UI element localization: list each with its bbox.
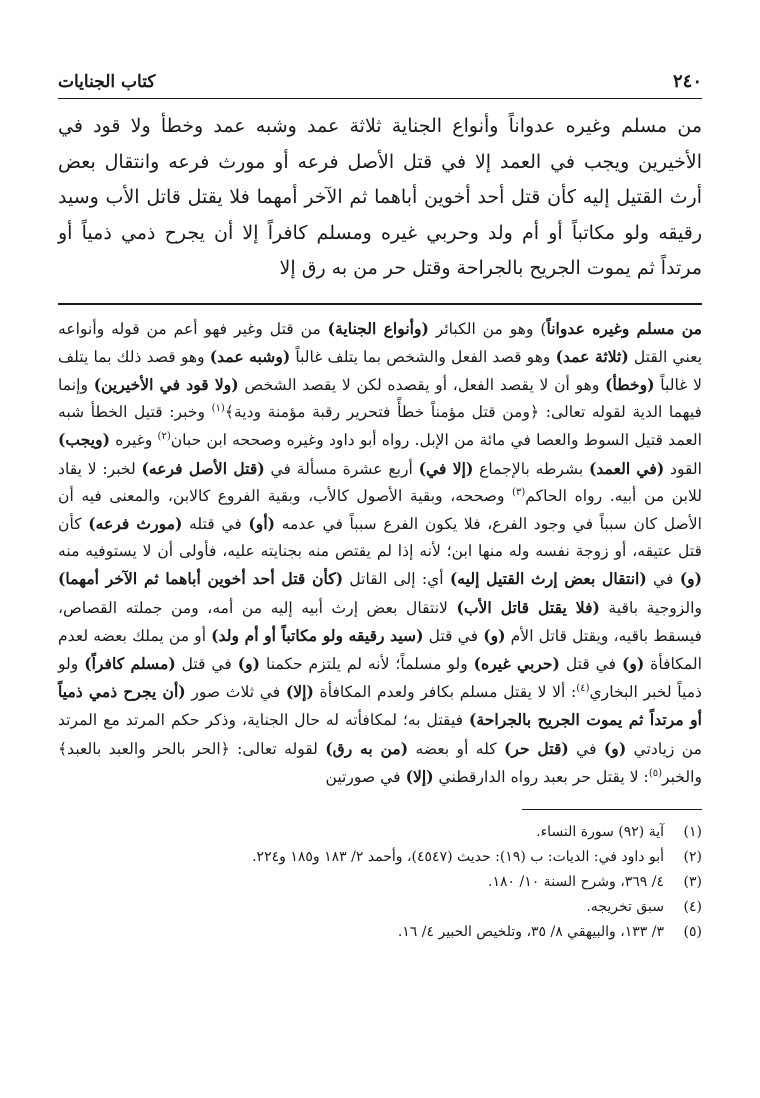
matn-quote: (فلا يقتل قاتل الأب)	[456, 597, 600, 617]
commentary-text: وهو قصد الفعل والشخص بما يتلف غالباً	[290, 347, 556, 366]
matn-quote: (إلا)	[405, 766, 434, 786]
matn-quote: (ولا قود في الأخيرين)	[93, 374, 239, 394]
commentary-text: فيقتل به؛ لمكافأته له حال الجناية، وذكر حكم المرتد مع المرتد من زيادتي	[58, 711, 702, 758]
commentary-text: لخبر: لا يقاد للابن من أبيه. رواه الحاكم	[58, 459, 703, 505]
commentary-text: وخبر: قتيل الخطأ شبه العمد قتيل السوط والعصا في مائة من الإبل. رواه أبو داود وغيره وصححه ابن حبان	[58, 403, 702, 450]
footnote	[58, 820, 702, 845]
footnote	[58, 870, 702, 895]
matn-quote: (و)	[622, 653, 645, 673]
commentary	[58, 315, 702, 791]
matn-quote: (ثلاثة عمد)	[555, 346, 629, 366]
commentary-text: بشرطه بالإجماع	[473, 459, 589, 478]
matn-quote: (و)	[483, 625, 506, 645]
footnotes	[58, 820, 702, 945]
footnote-ref: (٤)	[576, 682, 590, 694]
commentary-text: في قتل	[175, 654, 238, 673]
matn-quote: (ويجب)	[58, 430, 111, 450]
commentary-text: ولو مسلماً؛ لأنه لم يلتزم حكمنا	[260, 654, 474, 673]
footnote	[58, 845, 702, 870]
matn-quote: (و)	[679, 569, 703, 589]
footnote-number: (٥)	[683, 923, 702, 940]
footnote	[58, 895, 702, 920]
matn-quote: (أن يجرح ذمي ذمياً أو مرتداً ثم يموت الجريح بالجراحة)	[58, 682, 702, 730]
running-header	[58, 62, 702, 99]
page-number: ٢٤٠	[672, 71, 702, 92]
commentary-text: في	[646, 570, 680, 589]
footnote-number: (٣)	[683, 873, 702, 890]
footnote-ref: (٢)	[157, 431, 171, 443]
book-page	[58, 62, 702, 945]
footnote-text: ٤/ ٣٦٩، وشرح السنة ١٠/ ١٨٠.	[488, 873, 664, 890]
footnote-ref: (٣)	[512, 486, 526, 498]
matn-quote: (و)	[603, 738, 627, 758]
commentary-text: وغيره	[110, 431, 158, 450]
footnote-ref: (٥)	[648, 767, 662, 779]
matn-quote: (من به رق)	[325, 738, 409, 758]
main-text	[58, 109, 702, 287]
commentary-text: في قتله	[182, 514, 249, 533]
matn-quote: (كأن قتل أحد أخوين أباهما ثم الآخر أمهما)	[58, 569, 344, 589]
commentary-text: القود	[664, 459, 702, 478]
book-title: كتاب الجنايات	[58, 72, 156, 92]
matn-quote: (سيد رقيقه ولو مكاتباً أو أم ولد)	[211, 625, 424, 645]
section-divider	[58, 303, 702, 305]
commentary-text: وهو قصد ذلك بما يتلف لا غالباً	[58, 347, 702, 394]
footnote-text: أبو داود في: الديات: ب (١٩): حديث (٤٥٤٧)، وأحمد ٢/ ١٨٣ و١٨٥ و٢٢٤.	[252, 848, 664, 865]
footnote-number: (٢)	[683, 848, 702, 865]
commentary-text: كأن قتل عتيقه، أو زوجة نفسه وله منها ابن؛ لأنه إذا لم يقتص منه بجنايته عليه، فأولى أن لا يستوفيه منه	[58, 514, 702, 561]
matn-quote: (وخطأ)	[605, 374, 655, 394]
commentary-text: : ألا لا يقتل مسلم بكافر ولعدم المكافأة	[313, 683, 577, 702]
commentary-text: في	[568, 739, 604, 758]
matn-quote: (و)	[237, 653, 261, 673]
commentary-paragraph	[58, 315, 702, 791]
commentary-text: والزوجية باقية	[599, 598, 703, 617]
commentary-text: أربع عشرة مسألة في	[264, 459, 419, 478]
commentary-text: في قتل	[423, 626, 484, 645]
matn-quote: (أو)	[248, 513, 276, 533]
commentary-text: ولو ذمياً لخبر البخاري	[58, 654, 702, 702]
matn-quote: (وأنواع الجناية)	[327, 318, 429, 338]
matn-quote: (قتل حر)	[504, 738, 569, 758]
footnote-number: (٤)	[683, 898, 702, 915]
matn-paragraph: من مسلم وغيره عدواناً وأنواع الجناية ثلاثة عمد وشبه عمد وخطأ ولا قود في الأخيرين ويجب في العمد إلا في قتل الأصل فرعه أو مورث فرعه وانتقال بعض أرث القتيل إليه كأن قتل أحد أخوين أباهما ثم الآخر أمهما فلا يقتل قاتل الأب وسيد رقيقه ولو مكاتباً أو أم ولد وحربي غيره ومسلم كافراً إلا أن يجرح ذمي ذمياً أو مرتداً ثم يموت الجريح بالجراحة وقتل حر من به رق إلا	[58, 115, 702, 279]
commentary-text: من قتل وغير فهو أعم من قوله وأنواعه يعني القتل	[58, 319, 702, 366]
commentary-text: لانتقال بعض إرث أبيه إليه من أمه، ومن جملته القصاص، فيسقط باقيه، ويقتل قاتل الأم	[58, 598, 702, 645]
commentary-text: في صورتين	[325, 767, 406, 786]
matn-quote: (مورث فرعه)	[88, 513, 183, 533]
commentary-text: في ثلاث صور	[185, 683, 286, 702]
footnote-divider	[522, 809, 702, 810]
commentary-text: ) وهو من الكبائر	[428, 319, 547, 338]
commentary-text: : لا يقتل حر بعبد رواه الدارقطني	[433, 767, 649, 786]
matn-quote: (مسلم كافراً)	[84, 653, 176, 673]
matn-quote: (انتقال بعض إرث القتيل إليه)	[449, 569, 647, 589]
commentary-text: في قتل	[559, 654, 622, 673]
matn-quote: (وشبه عمد)	[209, 346, 291, 366]
matn-quote: (حربي غيره)	[473, 653, 560, 673]
commentary-text: أو من يملك بعضه لعدم المكافأة	[58, 626, 703, 673]
matn-quote: (إلا في)	[418, 458, 474, 478]
commentary-text: أي: إلى القاتل	[343, 570, 450, 589]
footnote-text: ٣/ ١٣٣، والبيهقي ٨/ ٣٥، وتلخيص الحبير ٤/ ١٦.	[397, 923, 664, 940]
commentary-text: وصححه، وبقية الأصول كالأب، وبقية الفروع كالابن، والمعنى فيه أن الأصل كان سبباً في وجود الفرع، فلا يكون الفرع سبباً في عدمه	[58, 486, 702, 533]
footnote-text: سبق تخريجه.	[586, 898, 664, 915]
matn-quote: من مسلم وغيره عدواناً	[546, 318, 702, 338]
commentary-text: وإنما فيهما الدية لقوله تعالى: ﴿ومن قتل مؤمناً خطأً فتحرير رقبة مؤمنة ودية﴾	[58, 375, 702, 422]
footnote-text: آية (٩٢) سورة النساء.	[536, 823, 664, 840]
footnote	[58, 920, 702, 945]
commentary-text: لقوله تعالى: ﴿الحر بالحر والعبد بالعبد﴾ والخبر	[58, 739, 702, 786]
footnote-number: (١)	[683, 823, 702, 840]
matn-quote: (قتل الأصل فرعه)	[141, 458, 265, 478]
matn-quote: (في العمد)	[588, 458, 665, 478]
commentary-text: وهو أن لا يقصد الفعل، أو يقصده لكن لا يقصد الشخص	[238, 375, 606, 394]
commentary-text: كله أو بعضه	[408, 739, 505, 758]
footnote-ref: (١)	[211, 402, 225, 414]
matn-quote: (إلا)	[285, 682, 314, 702]
